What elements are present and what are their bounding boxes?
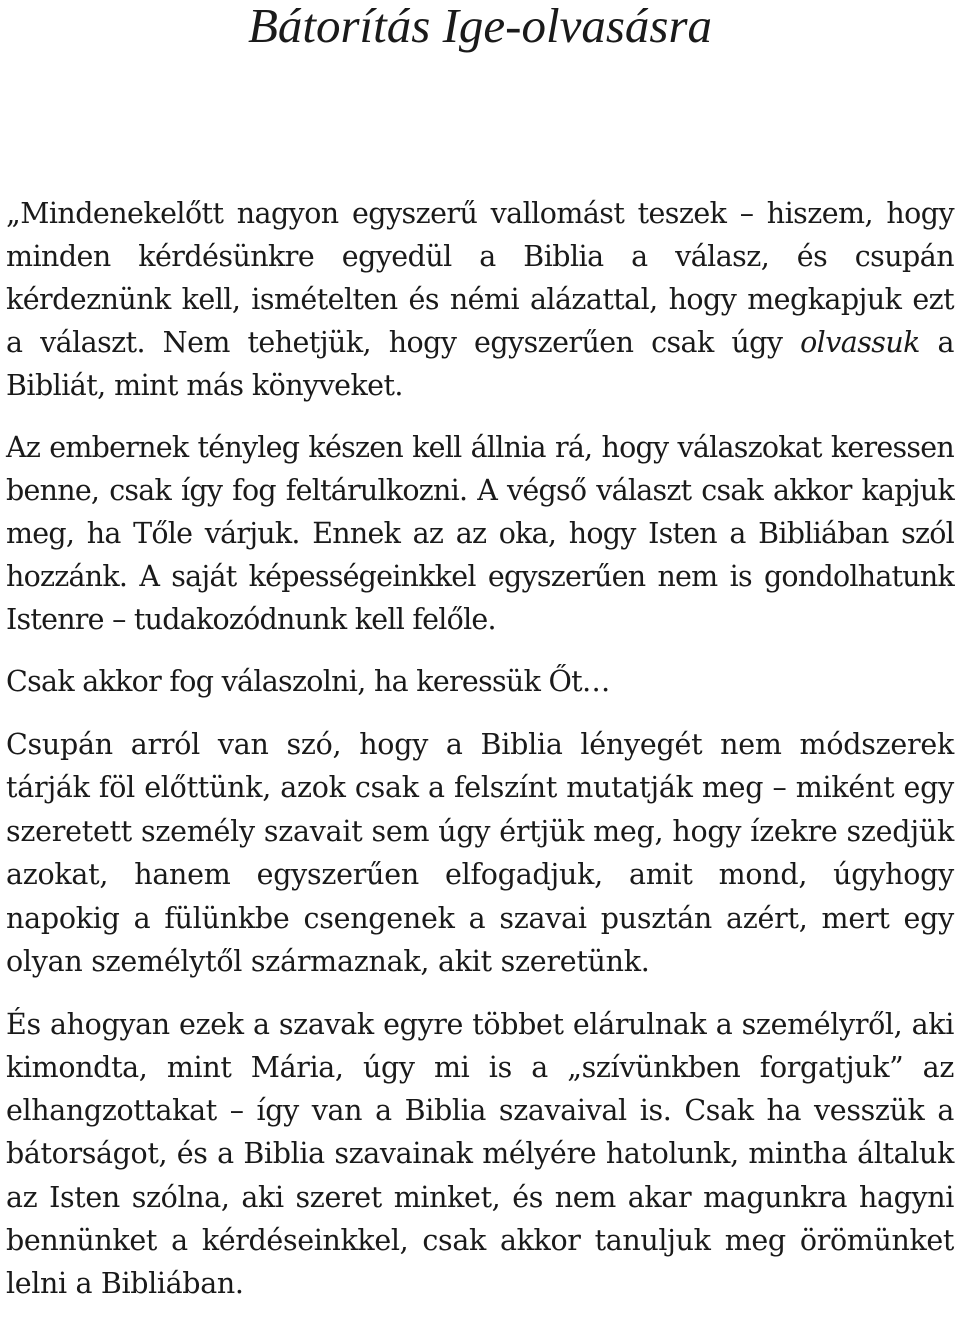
paragraph-1-text-end: a Bibliát, mint más könyveket. [6, 326, 954, 402]
paragraph-1 [6, 192, 954, 407]
paragraph-3: Csak akkor fog válaszolni, ha keressük Őt… [6, 665, 610, 698]
paragraph-1-text-start: „Mindenekelőtt nagyon egyszerű vallomást teszek – hiszem, hogy minden kérdésünkre egyedül a Biblia a válasz, és csupán kérdeznünk kell, ismételten és némi alázattal, hogy megkapjuk ezt a választ. Nem tehetjük, hogy egyszerűen csak úgy [6, 197, 954, 359]
paragraph-2: Az embernek tényleg készen kell állnia rá, hogy válaszokat keressen benne, csak így fog feltárulkozni. A végső választ csak akkor kapjuk meg, ha Tőle várjuk. Ennek az az oka, hogy Isten a Bibliában szól hozzánk. A saját képességeinkkel egyszerűen nem is gondolhatunk Istenre – tudakozódnunk kell felőle. [6, 431, 954, 636]
document-body [6, 192, 954, 1306]
paragraph-1-emphasis: olvassuk [800, 326, 920, 359]
page-title: Bátorítás Ige-olvasásra [247, 0, 713, 53]
paragraph-4: Csupán arról van szó, hogy a Biblia lényegét nem módszerek tárják föl előttünk, azok csak a felszínt mutatják meg – miként egy szeretett személy szavait sem úgy értjük meg, hogy ízekre szedjük azokat, hanem egyszerűen elfogadjuk, amit mond, úgyhogy napokig a fülünkbe csengenek a szavai pusztán azért, mert egy olyan személytől származnak, akit szeretünk. [6, 727, 954, 978]
paragraph-5: És ahogyan ezek a szavak egyre többet elárulnak a személyről, aki kimondta, mint Mária, úgy mi is a „szívünkben forgatjuk” az elhangzottakat – így van a Biblia szavaival is. Csak ha vesszük a bátorságot, és a Biblia szavainak mélyére hatolunk, mintha általuk az Isten szólna, aki szeret minket, és nem akar magunkra hagyni bennünket a kérdéseinkkel, csak akkor tanuljuk meg örömünket lelni a Bibliában. [6, 1007, 954, 1301]
document-page [6, 0, 954, 1301]
